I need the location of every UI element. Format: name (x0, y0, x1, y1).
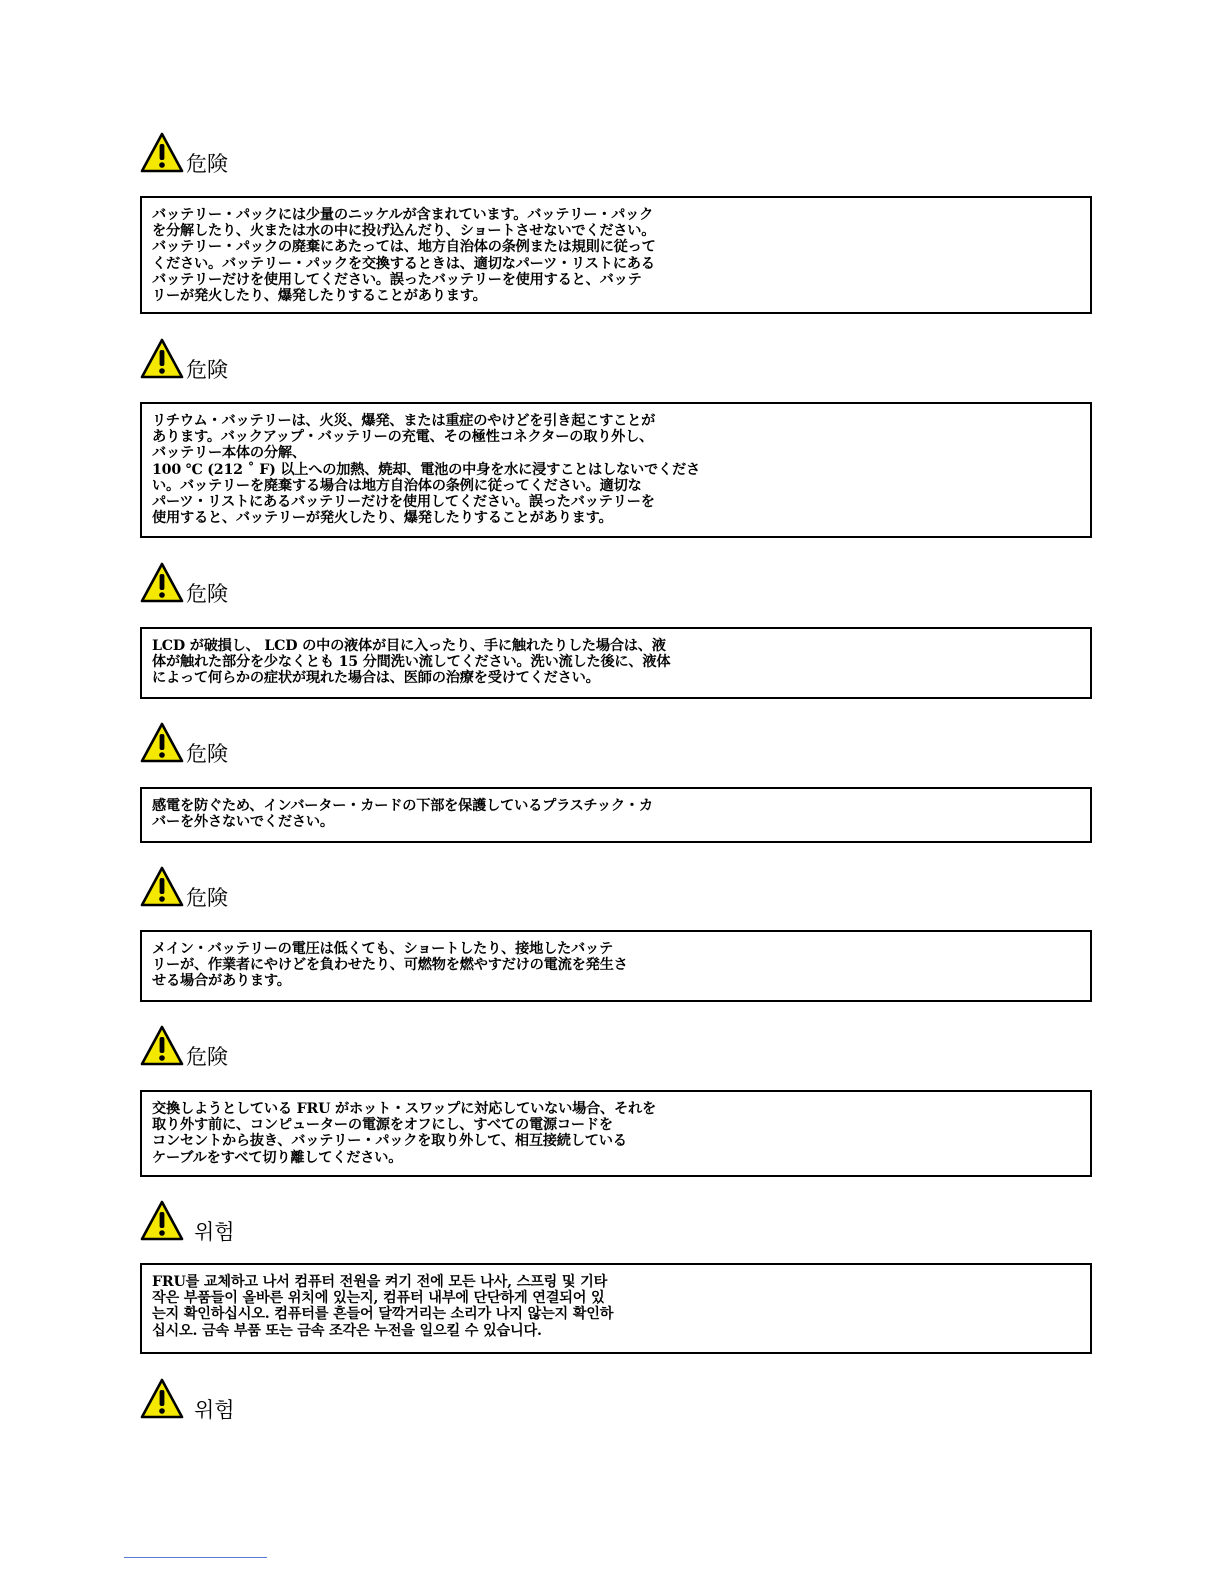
notice-text-line: LCD が破損し、 LCD の中の液体が目に入ったり、手に触れたりした場合は、液 (152, 638, 666, 654)
notice-text-line: せる場合があります。 (152, 973, 291, 990)
notice-text-line: バッテリー・パックには少量のニッケルが含まれています。バッテリー・パック (152, 207, 654, 223)
notice-text-line: によって何らかの症状が現れた場合は、医師の治療を受けてください。 (152, 670, 600, 687)
notice-box (140, 1090, 1092, 1177)
notice-text-line: い。バッテリーを廃棄する場合は地方自治体の条例に従ってください。適切な (152, 477, 642, 494)
warning-triangle-icon (140, 132, 184, 174)
notice-text-line: リーが、作業者にやけどを負わせたり、可燃物を燃やすだけの電流を発生さ (152, 957, 628, 974)
notice-text-line: ケーブルをすべて切り離してください。 (152, 1149, 403, 1166)
notice-box (140, 627, 1092, 699)
warning-triangle-icon (140, 1200, 184, 1242)
notice-text-line: 100 ℃ (212 ˚ F) 以上への加熱、焼却、電池の中身を水に浸すことはしないでくださ (152, 461, 700, 478)
danger-heading (140, 560, 228, 604)
footnote-rule (124, 1557, 267, 1558)
heading-label: 危険 (186, 152, 228, 176)
danger-heading (140, 130, 228, 174)
notice-box (140, 196, 1092, 314)
notice-text-line: パーツ・リストにあるバッテリーだけを使用してください。誤ったバッテリーを (152, 494, 655, 511)
warning-triangle-icon (140, 866, 184, 908)
notice-text-line: メイン・バッテリーの電圧は低くても、ショートしたり、接地したバッテ (152, 941, 614, 957)
warning-triangle-icon (140, 1025, 184, 1067)
notice-text-line: コンセントから抜き、バッテリー・パックを取り外して、相互接続している (152, 1133, 627, 1150)
danger-heading (140, 1376, 235, 1420)
notice-text-line: バッテリーだけを使用してください。誤ったバッテリーを使用すると、バッテ (152, 271, 642, 288)
warning-triangle-icon (140, 562, 184, 604)
notice-text-line: バッテリー本体の分解、 (152, 445, 306, 462)
heading-label: 危険 (186, 582, 228, 606)
heading-label: 위험 (194, 1398, 235, 1422)
notice-box (140, 1263, 1092, 1354)
notice-box (140, 930, 1092, 1002)
notice-text-line: 取り外す前に、コンピューターの電源をオフにし、すべての電源コードを (152, 1117, 613, 1134)
heading-label: 危険 (186, 358, 228, 382)
danger-heading (140, 720, 228, 764)
notice-box (140, 787, 1092, 843)
notice-text-line: 交換しようとしている FRU がホット・スワップに対応していない場合、それを (152, 1101, 656, 1117)
notice-text-line: リーが発火したり、爆発したりすることがあります。 (152, 288, 487, 305)
warning-triangle-icon (140, 1378, 184, 1420)
heading-label: 危険 (186, 742, 228, 766)
danger-heading (140, 1198, 235, 1242)
notice-text-line: 는지 확인하십시오. 컴퓨터를 흔들어 달깍거리는 소리가 나지 않는지 확인하 (152, 1306, 614, 1323)
notice-text-line: 体が触れた部分を少なくとも 15 分間洗い流してください。洗い流した後に、液体 (152, 654, 671, 671)
notice-text-line: リチウム・バッテリーは、火災、爆発、または重症のやけどを引き起こすことが (152, 413, 656, 429)
notice-text-line: FRU를 교체하고 나서 컴퓨터 전원을 켜기 전에 모든 나사, 스프링 및 기타 (152, 1274, 608, 1290)
notice-text-line: 십시오. 금속 부품 또는 금속 조각은 누전을 일으킬 수 있습니다. (152, 1322, 542, 1339)
danger-heading (140, 864, 228, 908)
heading-label: 위험 (194, 1220, 235, 1244)
notice-box (140, 402, 1092, 538)
notice-text-line: 感電を防ぐため、インバーター・カードの下部を保護しているプラスチック・カ (152, 798, 653, 814)
notice-text-line: バッテリー・パックの廃棄にあたっては、地方自治体の条例または規則に従って (152, 239, 656, 256)
notice-text-line: 使用すると、バッテリーが発火したり、爆発したりすることがあります。 (152, 510, 613, 527)
notice-text-line: 작은 부품들이 올바른 위치에 있는지, 컴퓨터 내부에 단단하게 연결되어 있 (152, 1290, 605, 1307)
warning-triangle-icon (140, 338, 184, 380)
danger-heading (140, 1023, 228, 1067)
notice-text-line: ください。バッテリー・パックを交換するときは、適切なパーツ・リストにある (152, 255, 655, 272)
notice-text-line: あります。バックアップ・バッテリーの充電、その極性コネクターの取り外し、 (152, 429, 654, 446)
warning-triangle-icon (140, 722, 184, 764)
heading-label: 危険 (186, 886, 228, 910)
notice-text-line: バーを外さないでください。 (152, 814, 334, 831)
notice-text-line: を分解したり、火または水の中に投げ込んだり、ショートさせないでください。 (152, 223, 656, 240)
danger-heading (140, 336, 228, 380)
heading-label: 危険 (186, 1045, 228, 1069)
